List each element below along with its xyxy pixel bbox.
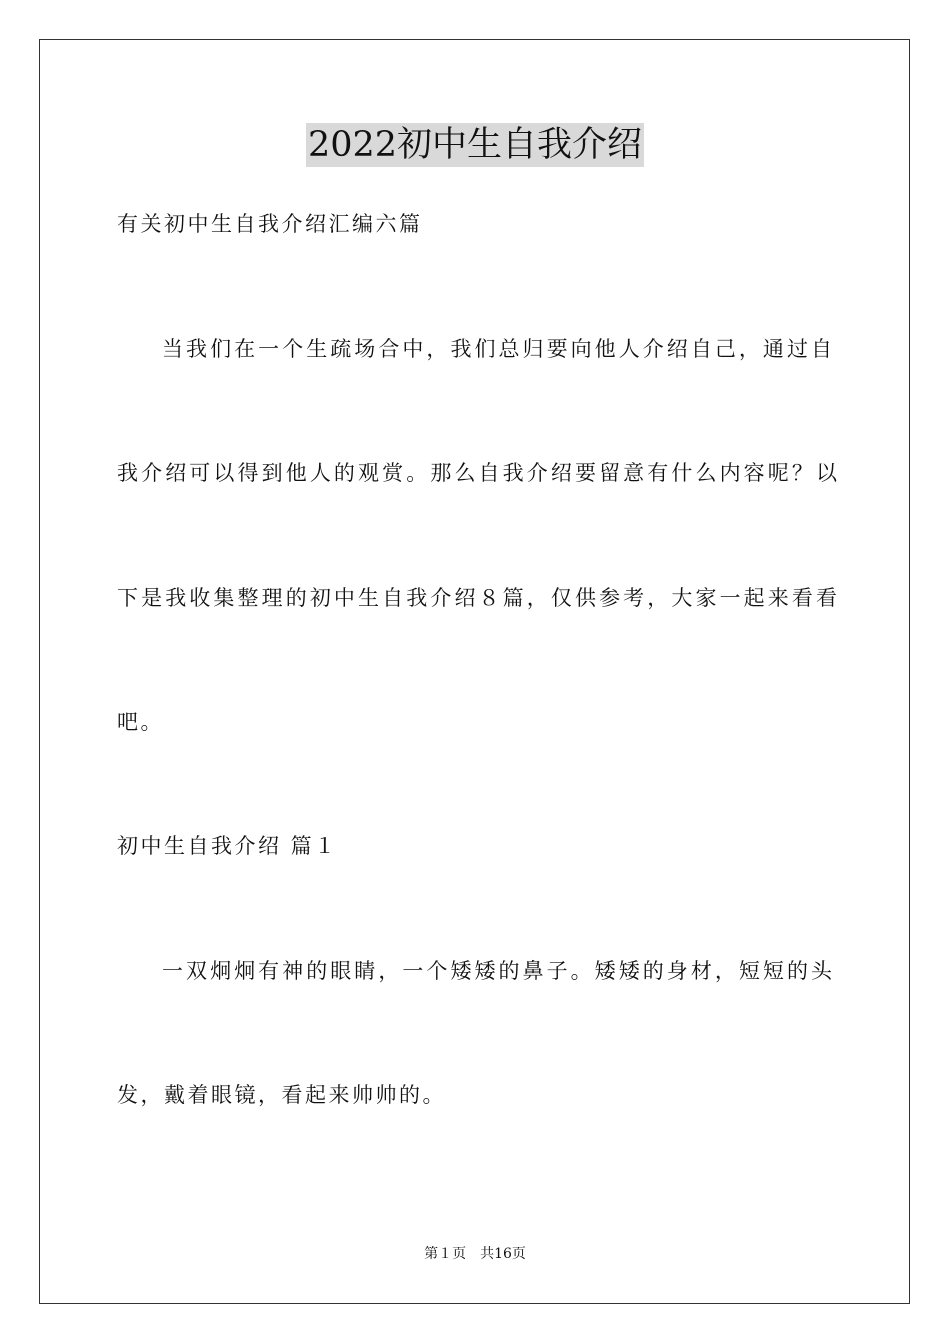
document-subtitle: 有关初中生自我介绍汇编六篇	[117, 212, 423, 236]
intro-line-2: 我介绍可以得到他人的观赏。那么自我介绍要留意有什么内容呢？以	[117, 461, 837, 485]
page-number: 第１页	[424, 1246, 467, 1262]
intro-line-3: 下是我收集整理的初中生自我介绍８篇，仅供参考，大家一起来看看	[117, 586, 837, 610]
section-line-2: 发，戴着眼镜，看起来帅帅的。	[117, 1083, 446, 1107]
document-title: 2022初中生自我介绍	[307, 125, 643, 165]
intro-line-4: 吧。	[117, 710, 164, 734]
total-pages: 共16页	[480, 1246, 526, 1262]
section-heading: 初中生自我介绍 篇１	[117, 834, 338, 858]
page-footer	[0, 1244, 950, 1264]
intro-line-1: 当我们在一个生疏场合中，我们总归要向他人介绍自己，通过自	[162, 337, 832, 361]
section-line-1: 一双炯炯有神的眼睛，一个矮矮的鼻子。矮矮的身材，短短的头	[162, 959, 832, 983]
title-container	[0, 123, 950, 167]
